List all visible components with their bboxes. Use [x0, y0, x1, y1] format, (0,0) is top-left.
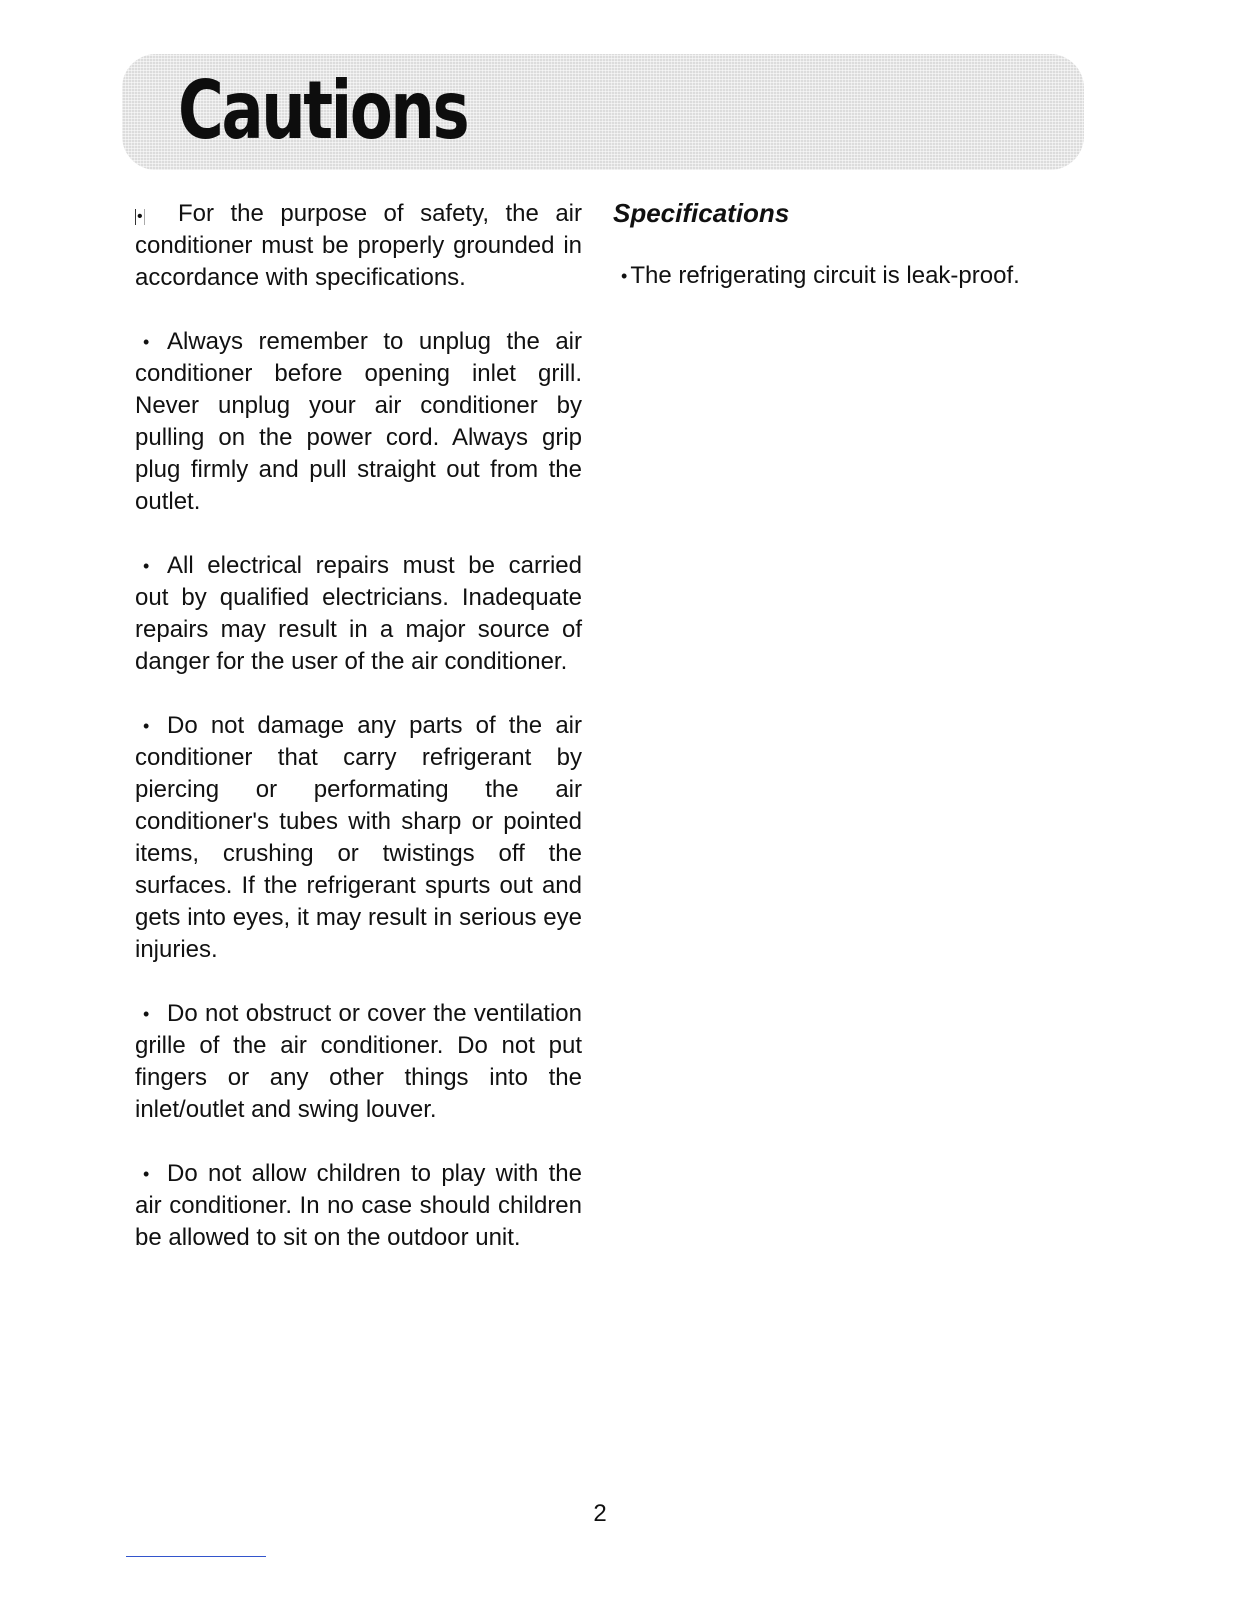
- footer-divider: [126, 1556, 266, 1557]
- caution-item-repairs: [135, 550, 582, 678]
- bullet-icon: •: [143, 1164, 150, 1184]
- caution-item-grounding: [135, 198, 582, 294]
- specifications-section: [613, 196, 1093, 292]
- page-number: 2: [593, 1500, 607, 1527]
- bullet-icon: •: [143, 716, 150, 736]
- caution-item-children: [135, 1158, 582, 1254]
- caution-item-unplug: [135, 326, 582, 518]
- caution-item-ventilation: [135, 998, 582, 1126]
- caution-text: Always remember to unplug the air conditioner before opening inlet grill. Never unplug your air conditioner by pulling on the power cord. Always grip plug firmly and pull straight out from the outlet.: [135, 328, 582, 515]
- bullet-icon: •: [137, 208, 143, 225]
- caution-text: For the purpose of safety, the air conditioner must be properly grounded in accordance with specifications.: [135, 200, 582, 291]
- spec-item-leak-proof: [621, 260, 1093, 292]
- page-title: Cautions: [178, 64, 468, 157]
- caution-text: Do not obstruct or cover the ventilation grille of the air conditioner. Do not put fingers or any other things into the inlet/outlet and swing louver.: [135, 1000, 582, 1123]
- specifications-heading: Specifications: [613, 198, 790, 228]
- spec-text: The refrigerating circuit is leak-proof.: [630, 262, 1020, 289]
- cautions-list: [135, 198, 582, 1286]
- bullet-icon: •: [143, 332, 150, 352]
- bullet-icon: •: [143, 556, 150, 576]
- caution-text: Do not allow children to play with the air conditioner. In no case should children be allowed to sit on the outdoor unit.: [135, 1160, 582, 1251]
- caution-text: Do not damage any parts of the air conditioner that carry refrigerant by piercing or performating the air conditioner's tubes with sharp or pointed items, crushing or twistings off the surfaces. If the refrigerant spurts out and gets into eyes, it may result in serious eye injuries.: [135, 712, 582, 963]
- bullet-icon: •: [621, 266, 628, 286]
- caution-text: All electrical repairs must be carried out by qualified electricians. Inadequate repairs may result in a major source of danger for the user of the air conditioner.: [135, 552, 582, 675]
- caution-item-refrigerant: [135, 710, 582, 966]
- bullet-icon: •: [143, 1004, 150, 1024]
